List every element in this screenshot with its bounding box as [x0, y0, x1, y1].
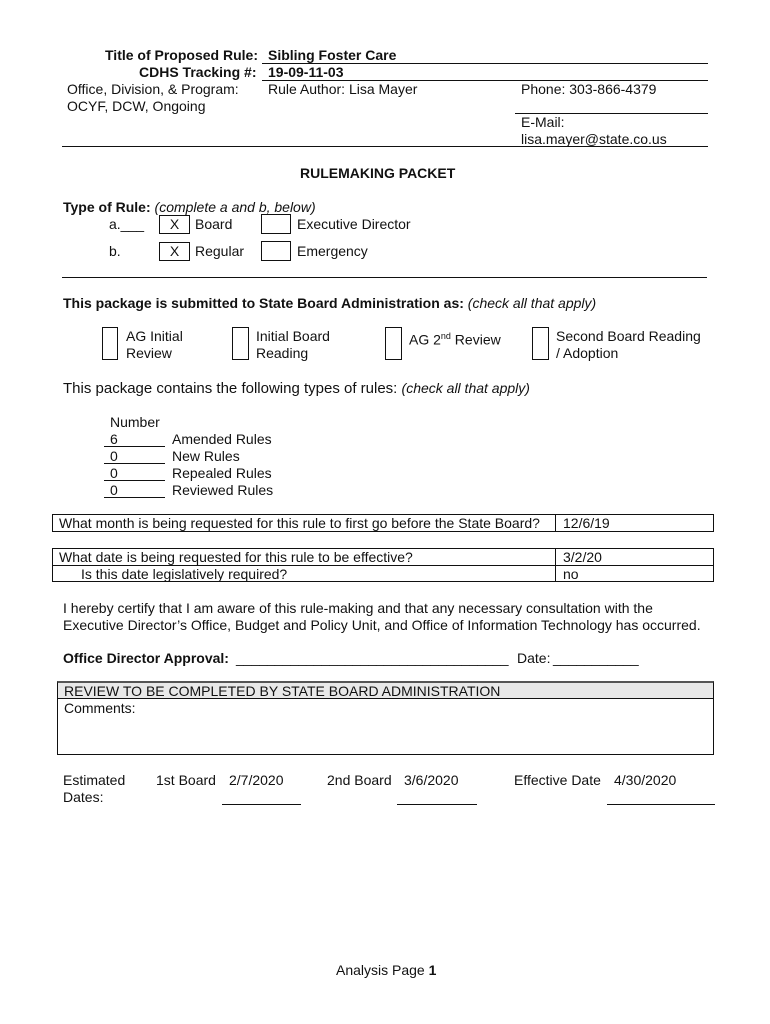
rule-types-label: This package contains the following types of rules: — [63, 380, 398, 397]
effective-date-value: 4/30/2020 — [614, 772, 677, 788]
tracking-label: CDHS Tracking #: — [139, 64, 257, 80]
ag-initial-review-line2: Review — [126, 345, 172, 361]
second-board-label: 2nd Board — [327, 772, 392, 788]
second-board-reading-checkbox[interactable] — [532, 327, 549, 360]
second-board-reading-line2: / Adoption — [556, 345, 619, 361]
section-divider — [62, 277, 707, 278]
repealed-count-line — [104, 480, 165, 481]
reviewed-label: Reviewed Rules — [172, 482, 274, 498]
type-of-rule-instruction: (complete a and b, below) — [154, 199, 316, 215]
emergency-checkbox[interactable] — [261, 241, 291, 261]
new-count-line — [104, 463, 165, 464]
type-of-rule-heading — [63, 199, 316, 215]
certification-line1: I hereby certify that I am aware of this rule-making and that any necessary consultation with the — [63, 600, 653, 616]
submission-instruction: (check all that apply) — [467, 295, 597, 311]
emergency-label: Emergency — [297, 243, 368, 259]
submission-label: This package is submitted to State Board Administration as: — [63, 295, 464, 311]
first-board-label: 1st Board — [156, 772, 216, 788]
ag-initial-review-line1: AG Initial — [126, 328, 183, 344]
ag-second-review-text: AG 2 — [409, 331, 441, 348]
amended-count-line — [104, 446, 165, 447]
ag-second-review-sup: nd — [440, 331, 451, 341]
estimated-label-line1: Estimated — [63, 772, 126, 788]
packet-title: RULEMAKING PACKET — [300, 165, 456, 181]
second-board-date: 3/6/2020 — [404, 772, 459, 788]
review-header-bar — [57, 681, 714, 698]
effective-date-line — [607, 804, 715, 805]
initial-board-reading-line1: Initial Board — [256, 328, 330, 344]
repealed-count: 0 — [110, 465, 118, 481]
email-value: lisa.mayer@state.co.us — [521, 131, 667, 147]
approval-label: Office Director Approval: — [63, 650, 229, 666]
page-number: 1 — [428, 962, 437, 978]
title-value: Sibling Foster Care — [268, 47, 397, 63]
reviewed-count: 0 — [110, 482, 118, 498]
page-footer — [336, 962, 436, 978]
month-question: What month is being requested for this rule to first go before the State Board? — [59, 515, 540, 531]
approval-signature-line[interactable]: ___________________________________ — [236, 650, 509, 666]
legislative-question: Is this date legislatively required? — [81, 566, 288, 582]
ag-second-review-checkbox[interactable] — [385, 327, 402, 360]
new-label: New Rules — [172, 448, 240, 464]
ag-initial-review-checkbox[interactable] — [102, 327, 118, 360]
first-board-line — [222, 804, 301, 805]
second-board-reading-label — [556, 328, 701, 362]
rule-types-instruction: (check all that apply) — [401, 380, 530, 396]
repealed-label: Repealed Rules — [172, 465, 272, 481]
effective-question: What date is being requested for this rule to be effective? — [59, 549, 413, 565]
approval-date-line[interactable]: ___________ — [553, 650, 639, 666]
board-checkbox[interactable]: X — [159, 215, 190, 234]
regular-label: Regular — [195, 243, 245, 259]
effective-answer: 3/2/20 — [563, 549, 602, 565]
month-answer: 12/6/19 — [563, 515, 610, 531]
new-count: 0 — [110, 448, 118, 464]
submission-heading — [63, 295, 596, 311]
office-label: Office, Division, & Program: — [67, 81, 239, 97]
title-label: Title of Proposed Rule: — [105, 47, 258, 63]
ag-initial-review-label — [126, 328, 183, 362]
row-b-label: b. — [109, 243, 121, 259]
office-value: OCYF, DCW, Ongoing — [67, 98, 206, 114]
tracking-value: 19-09-11-03 — [268, 64, 344, 80]
initial-board-reading-label — [256, 328, 330, 362]
email-label: E-Mail: — [521, 114, 565, 130]
approval-date-label: Date: — [517, 650, 551, 666]
executive-director-label: Executive Director — [297, 216, 411, 232]
review-header: REVIEW TO BE COMPLETED BY STATE BOARD ADMINISTRATION — [64, 683, 501, 699]
page-footer-label: Analysis Page — [336, 962, 425, 978]
type-of-rule-label: Type of Rule: — [63, 199, 151, 215]
board-label: Board — [195, 216, 233, 232]
amended-label: Amended Rules — [172, 431, 272, 447]
comments-box[interactable] — [57, 698, 714, 755]
regular-checkbox[interactable]: X — [159, 242, 190, 261]
estimated-label-line2: Dates: — [63, 789, 104, 805]
effective-date-label: Effective Date — [514, 772, 601, 788]
initial-board-reading-line2: Reading — [256, 345, 309, 361]
legislative-answer: no — [563, 566, 579, 582]
effective-col-divider — [555, 549, 556, 581]
comments-label: Comments: — [64, 700, 136, 716]
amended-count: 6 — [110, 431, 118, 447]
rule-types-heading — [63, 380, 530, 397]
reviewed-count-line — [104, 497, 165, 498]
first-board-date: 2/7/2020 — [229, 772, 284, 788]
ag-second-review-label — [409, 328, 501, 349]
phone: Phone: 303-866-4379 — [521, 81, 657, 97]
row-a-label: a.___ — [109, 216, 145, 232]
rule-author: Rule Author: Lisa Mayer — [268, 81, 418, 97]
effective-date-table — [52, 548, 714, 582]
month-question-table — [52, 514, 714, 532]
number-header: Number — [110, 414, 160, 430]
header-bottom-rule — [62, 146, 708, 147]
second-board-line — [397, 804, 477, 805]
ag-second-review-rest: Review — [450, 331, 501, 348]
second-board-reading-line1: Second Board Reading — [556, 328, 701, 344]
executive-director-checkbox[interactable] — [261, 214, 291, 234]
certification-line2: Executive Director’s Office, Budget and Policy Unit, and Office of Information Technology has occurred. — [63, 617, 701, 633]
month-divider — [555, 515, 556, 531]
initial-board-reading-checkbox[interactable] — [232, 327, 249, 360]
